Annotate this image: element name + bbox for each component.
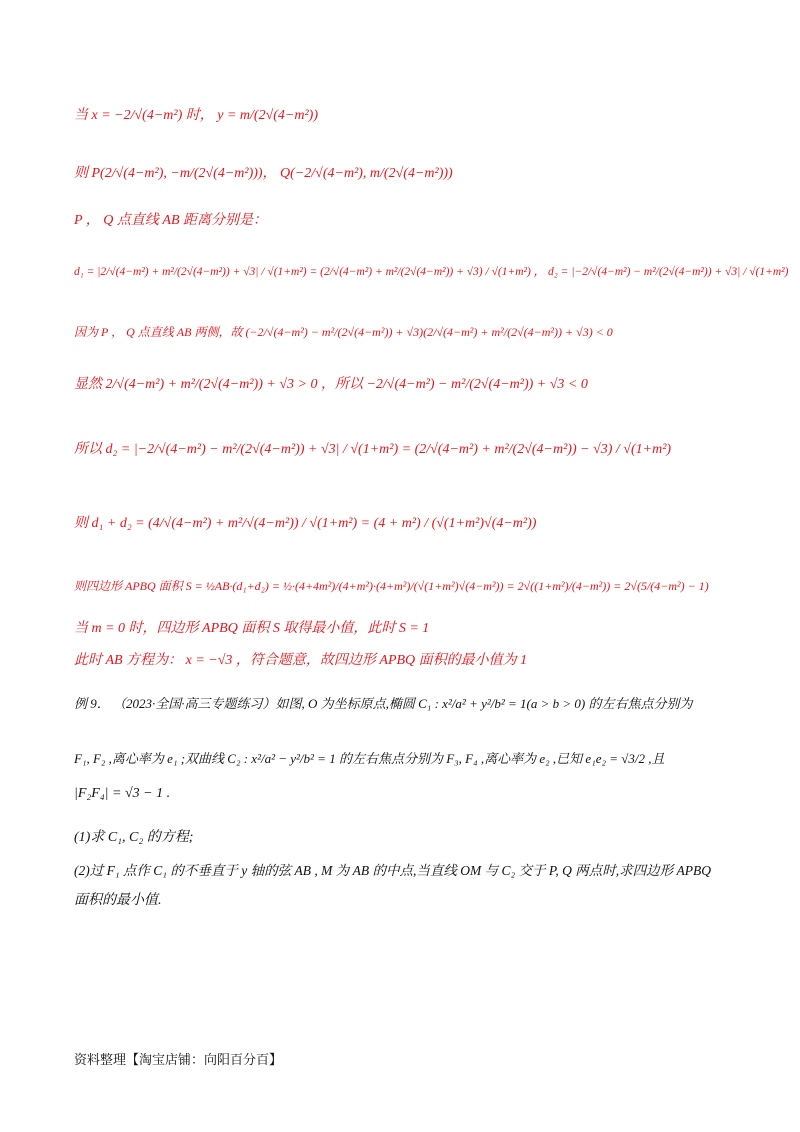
text-line-13: F₁, F₂ ,离心率为 e₁ ;双曲线 C₂ : x²/a² − y²/b² = 1 的左右焦点分别为 F₃, F₄ ,离心率为 e₂ ,已知 e₁e₂ = √3/2 ,且 (74, 751, 665, 766)
text-line-15: (1)求 C₁, C₂ 的方程; (74, 830, 194, 845)
text-line-1: 当 x = −2/√(4−m²) 时， y = m/(2√(4−m²)) (74, 108, 319, 123)
text-line-17: 面积的最小值. (74, 893, 162, 908)
text-line-9: 则四边形 APBQ 面积 S = ½AB·(d₁+d₂) = ½·(4+4m²)/(4+m²)·(4+m²)/(√(1+m²)√(4−m²)) = 2√((1+m²)/(4−m²)) = 2√(5/(4−m²) − 1) (74, 579, 709, 593)
text-line-3: P ， Q 点直线 AB 距离分别是： (74, 213, 268, 228)
text-line-16: (2)过 F₁ 点作 C₁ 的不垂直于 y 轴的弦 AB , M 为 AB 的中点,当直线 OM 与 C₂ 交于 P, Q 两点时,求四边形 APBQ (74, 863, 712, 878)
text-line-11: 此时 AB 方程为： x = −√3 ，符合题意，故四边形 APBQ 面积的最小值为 1 (74, 653, 528, 668)
text-line-14: |F₂F₄| = √3 − 1 . (74, 786, 171, 801)
text-line-4: d₁ = |2/√(4−m²) + m²/(2√(4−m²)) + √3| / √(1+m²) = (2/√(4−m²) + m²/(2√(4−m²)) + √3) / √(1+m²) ， d₂ = |−2/√(4−m²) − m²/(2√(4−m²)) + √3| / √(1+m²) (74, 266, 789, 278)
footer-text: 资料整理【淘宝店铺：向阳百分百】 (74, 1053, 283, 1068)
text-line-2: 则 P(2/√(4−m²), −m/(2√(4−m²)))， Q(−2/√(4−m²), m/(2√(4−m²))) (74, 166, 453, 181)
text-line-6: 显然 2/√(4−m²) + m²/(2√(4−m²)) + √3 > 0 ，所以 −2/√(4−m²) − m²/(2√(4−m²)) + √3 < 0 (74, 377, 588, 392)
text-line-10: 当 m = 0 时，四边形 APBQ 面积 S 取得最小值，此时 S = 1 (74, 621, 430, 636)
text-line-5: 因为 P ， Q 点直线 AB 两侧，故 (−2/√(4−m²) − m²/(2√(4−m²)) + √3)(2/√(4−m²) + m²/(2√(4−m²)) + √3) < 0 (74, 325, 613, 339)
text-line-12: 例 9． （2023·全国·高三专题练习）如图, O 为坐标原点,椭圆 C₁ : x²/a² + y²/b² = 1(a > b > 0) 的左右焦点分别为 (74, 696, 693, 711)
text-line-7: 所以 d₂ = |−2/√(4−m²) − m²/(2√(4−m²)) + √3| / √(1+m²) = (2/√(4−m²) + m²/(2√(4−m²)) − √3) / √(1+m²) (74, 442, 672, 457)
text-line-8: 则 d₁ + d₂ = (4/√(4−m²) + m²/√(4−m²)) / √(1+m²) = (4 + m²) / (√(1+m²)√(4−m²)) (74, 516, 537, 531)
